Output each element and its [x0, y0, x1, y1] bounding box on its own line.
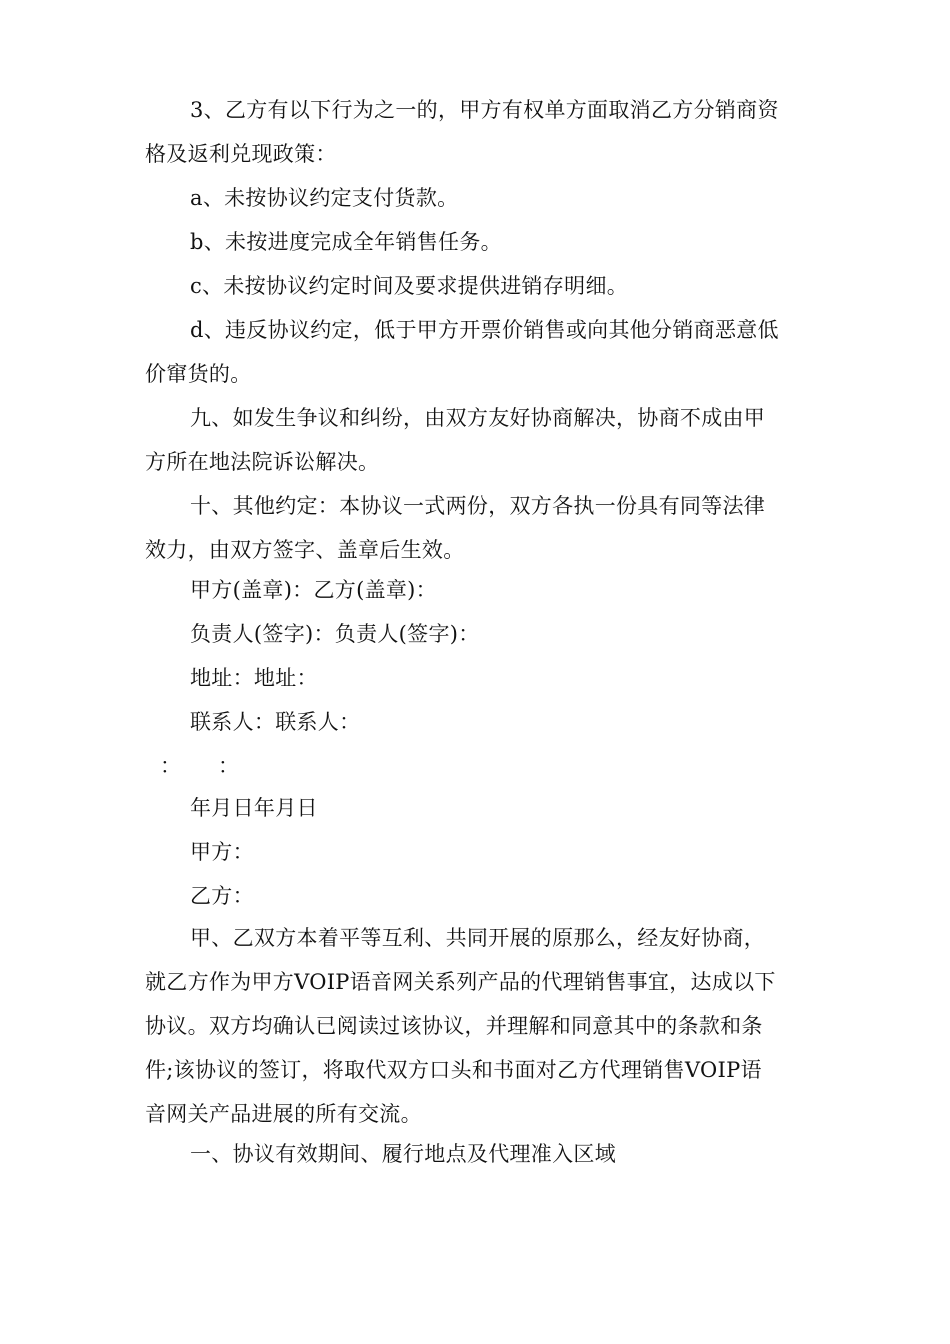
colon-mark: ： — [218, 754, 240, 778]
paragraph-line: 件;该协议的签订，将取代双方口头和书面对乙方代理销售VOIP语 — [145, 1058, 762, 1082]
address-line: 地址：地址： — [190, 666, 318, 690]
signature-line: 甲方(盖章)：乙方(盖章)： — [190, 578, 437, 602]
paragraph-line: 效力，由双方签字、盖章后生效。 — [145, 538, 465, 562]
paragraph-line: 十、其他约定：本协议一式两份，双方各执一份具有同等法律 — [190, 494, 766, 518]
paragraph-line: c、未按协议约定时间及要求提供进销存明细。 — [190, 274, 629, 298]
paragraph-line: 3、乙方有以下行为之一的，甲方有权单方面取消乙方分销商资 — [190, 98, 779, 122]
section-heading: 一、协议有效期间、履行地点及代理准入区域 — [190, 1142, 616, 1166]
party-a-line: 甲方： — [190, 840, 254, 864]
paragraph-line: 格及返利兑现政策： — [145, 142, 337, 166]
paragraph-line: a、未按协议约定支付货款。 — [190, 186, 459, 210]
paragraph-line: 音网关产品进展的所有交流。 — [145, 1102, 422, 1126]
paragraph-line: 协议。双方均确认已阅读过该协议，并理解和同意其中的条款和条 — [145, 1014, 763, 1038]
paragraph-line: 甲、乙双方本着平等互利、共同开展的原那么，经友好协商， — [190, 926, 766, 950]
paragraph-line: b、未按进度完成全年销售任务。 — [190, 230, 502, 254]
party-b-line: 乙方： — [190, 884, 254, 908]
paragraph-line: 方所在地法院诉讼解决。 — [145, 450, 380, 474]
date-line: 年月日年月日 — [190, 796, 318, 820]
paragraph-line: 就乙方作为甲方VOIP语音网关系列产品的代理销售事宜，达成以下 — [145, 970, 776, 994]
signature-line: 负责人(签字)：负责人(签字)： — [190, 622, 480, 646]
paragraph-line: 九、如发生争议和纠纷，由双方友好协商解决，协商不成由甲 — [190, 406, 766, 430]
paragraph-line: d、违反协议约定，低于甲方开票价销售或向其他分销商恶意低 — [190, 318, 779, 342]
colon-mark: ： — [160, 754, 182, 778]
paragraph-line: 价窜货的。 — [145, 362, 252, 386]
contact-line: 联系人：联系人： — [190, 710, 361, 734]
